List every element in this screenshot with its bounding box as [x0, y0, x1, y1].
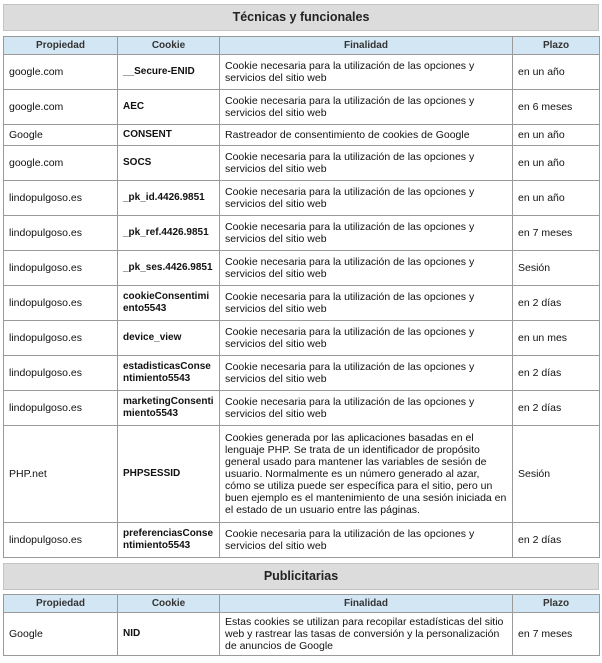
table-row — [4, 356, 600, 391]
table-row — [4, 125, 600, 146]
cell-cookie: SOCS — [118, 146, 220, 181]
table-row — [4, 90, 600, 125]
table-row — [4, 251, 600, 286]
table-header-row — [4, 37, 600, 55]
cell-cookie: marketingConsentimiento5543 — [118, 391, 220, 426]
cell-propiedad: PHP.net — [4, 426, 118, 523]
cell-cookie: _pk_ref.4426.9851 — [118, 216, 220, 251]
table-row — [4, 181, 600, 216]
cell-propiedad: lindopulgoso.es — [4, 216, 118, 251]
cell-plazo: en 2 días — [513, 356, 600, 391]
cell-plazo: en 6 meses — [513, 90, 600, 125]
cell-plazo: en un año — [513, 125, 600, 146]
cell-plazo: en 7 meses — [513, 216, 600, 251]
cell-finalidad: Estas cookies se utilizan para recopilar estadísticas del sitio web y rastrear las tasas de conversión y la personalización de anuncios de Google — [220, 613, 513, 656]
cell-finalidad: Cookie necesaria para la utilización de las opciones y servicios del sitio web — [220, 216, 513, 251]
cell-plazo: en un año — [513, 55, 600, 90]
cell-plazo: en 2 días — [513, 523, 600, 558]
cell-propiedad: lindopulgoso.es — [4, 523, 118, 558]
cell-cookie: _pk_id.4426.9851 — [118, 181, 220, 216]
cell-finalidad: Cookie necesaria para la utilización de las opciones y servicios del sitio web — [220, 286, 513, 321]
cell-finalidad: Cookies generada por las aplicaciones basadas en el lenguaje PHP. Se trata de un identificador de propósito general usado para mantener las variables de sesión de usuario. Normalmente es un número generado al azar, cómo se utiliza puede ser específica para el sitio, pero un buen ejemplo es el mantenimiento de una sesión iniciada en el estado de un usuario entre las páginas. — [220, 426, 513, 523]
cell-propiedad: lindopulgoso.es — [4, 321, 118, 356]
cell-finalidad: Cookie necesaria para la utilización de las opciones y servicios del sitio web — [220, 251, 513, 286]
cell-propiedad: lindopulgoso.es — [4, 356, 118, 391]
cell-cookie: cookieConsentimiento5543 — [118, 286, 220, 321]
cell-finalidad: Rastreador de consentimiento de cookies de Google — [220, 125, 513, 146]
cookies-table-tecnicas — [3, 36, 600, 558]
cell-cookie: _pk_ses.4426.9851 — [118, 251, 220, 286]
table-header-row — [4, 595, 600, 613]
cell-cookie: PHPSESSID — [118, 426, 220, 523]
cell-finalidad: Cookie necesaria para la utilización de las opciones y servicios del sitio web — [220, 146, 513, 181]
table-row — [4, 426, 600, 523]
cell-propiedad: Google — [4, 125, 118, 146]
cell-propiedad: google.com — [4, 90, 118, 125]
cell-plazo: Sesión — [513, 251, 600, 286]
table-row — [4, 286, 600, 321]
cell-plazo: Sesión — [513, 426, 600, 523]
cell-plazo: en un año — [513, 181, 600, 216]
cell-propiedad: Google — [4, 613, 118, 656]
section-title-publicitarias: Publicitarias — [3, 563, 599, 590]
cell-propiedad: google.com — [4, 146, 118, 181]
table-row — [4, 216, 600, 251]
header-cookie: Cookie — [118, 37, 220, 55]
cell-cookie: preferenciasConsentimiento5543 — [118, 523, 220, 558]
header-plazo: Plazo — [513, 595, 600, 613]
header-propiedad: Propiedad — [4, 37, 118, 55]
table-row — [4, 613, 600, 656]
cell-propiedad: lindopulgoso.es — [4, 251, 118, 286]
header-plazo: Plazo — [513, 37, 600, 55]
cell-cookie: __Secure-ENID — [118, 55, 220, 90]
cell-plazo: en un año — [513, 146, 600, 181]
cell-finalidad: Cookie necesaria para la utilización de las opciones y servicios del sitio web — [220, 356, 513, 391]
header-finalidad: Finalidad — [220, 595, 513, 613]
cell-plazo: en 2 días — [513, 286, 600, 321]
cell-finalidad: Cookie necesaria para la utilización de las opciones y servicios del sitio web — [220, 90, 513, 125]
cell-finalidad: Cookie necesaria para la utilización de las opciones y servicios del sitio web — [220, 321, 513, 356]
section-title-tecnicas: Técnicas y funcionales — [3, 4, 599, 31]
cell-cookie: device_view — [118, 321, 220, 356]
cell-plazo: en 2 días — [513, 391, 600, 426]
cell-propiedad: lindopulgoso.es — [4, 286, 118, 321]
cell-finalidad: Cookie necesaria para la utilización de las opciones y servicios del sitio web — [220, 181, 513, 216]
cell-propiedad: lindopulgoso.es — [4, 181, 118, 216]
cell-plazo: en 7 meses — [513, 613, 600, 656]
table-row — [4, 391, 600, 426]
cell-cookie: CONSENT — [118, 125, 220, 146]
cell-cookie: estadisticasConsentimiento5543 — [118, 356, 220, 391]
cell-plazo: en un mes — [513, 321, 600, 356]
cell-propiedad: lindopulgoso.es — [4, 391, 118, 426]
cell-cookie: NID — [118, 613, 220, 656]
cell-cookie: AEC — [118, 90, 220, 125]
table-row — [4, 321, 600, 356]
header-cookie: Cookie — [118, 595, 220, 613]
header-propiedad: Propiedad — [4, 595, 118, 613]
table-row — [4, 523, 600, 558]
header-finalidad: Finalidad — [220, 37, 513, 55]
cookies-table-publicitarias — [3, 594, 600, 656]
cell-finalidad: Cookie necesaria para la utilización de las opciones y servicios del sitio web — [220, 523, 513, 558]
cell-propiedad: google.com — [4, 55, 118, 90]
cell-finalidad: Cookie necesaria para la utilización de las opciones y servicios del sitio web — [220, 391, 513, 426]
table-row — [4, 55, 600, 90]
table-row — [4, 146, 600, 181]
cell-finalidad: Cookie necesaria para la utilización de las opciones y servicios del sitio web — [220, 55, 513, 90]
